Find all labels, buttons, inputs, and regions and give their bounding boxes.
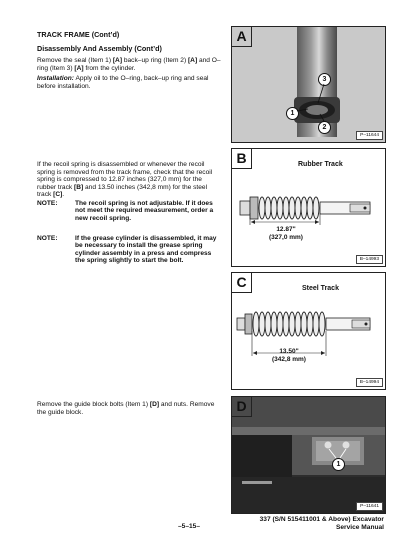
figure-b	[231, 148, 386, 267]
footer-manual: Service Manual	[335, 524, 384, 531]
page-number: –5–15–	[178, 523, 201, 530]
figure-c-ref: B–14994	[356, 378, 383, 387]
figure-a	[231, 26, 386, 143]
note-recoil-spring: NOTE: The recoil spring is not adjustable. If it does not meet the required measurement, order a new recoil spring.	[37, 200, 214, 222]
figure-b-measurement: 12.87" (327,0 mm)	[269, 226, 303, 241]
paragraph-guide-block: Remove the guide block bolts (Item 1) [D] and nuts. Remove the guide block.	[37, 401, 215, 416]
figure-a-ref: P–11644	[356, 131, 383, 140]
figure-c-title: Steel Track	[302, 285, 339, 292]
figure-a-letter: A	[232, 27, 252, 47]
figure-c	[231, 272, 386, 390]
section-title: TRACK FRAME (Cont’d)	[37, 30, 120, 39]
figure-c-measurement: 13.50" (342,8 mm)	[272, 348, 306, 363]
callout-3: 3	[318, 73, 331, 86]
callout-1: 1	[332, 458, 345, 471]
paragraph-remove-seal: Remove the seal (Item 1) [A] back–up ring (Item 2) [A] and O–ring (Item 3) [A] from the cylinder.	[37, 57, 221, 72]
callout-1: 1	[286, 107, 299, 120]
figure-b-title: Rubber Track	[298, 161, 343, 168]
figure-c-letter: C	[232, 273, 252, 293]
figure-c-spring-drawing	[232, 273, 385, 389]
figure-d-letter: D	[232, 397, 252, 417]
paragraph-installation: Installation: Apply oil to the O–ring, back–up ring and seal before installation.	[37, 75, 209, 90]
section-subtitle: Disassembly And Assembly (Cont’d)	[37, 44, 162, 53]
figure-d-ref: P–11641	[356, 502, 383, 511]
figure-b-spring-drawing	[232, 149, 385, 266]
figure-d-photo	[232, 397, 385, 513]
footer-model: 337 (S/N 515411001 & Above) Excavator	[259, 516, 384, 523]
figure-d	[231, 396, 386, 514]
figure-a-photo	[232, 27, 385, 142]
callout-2: 2	[318, 121, 331, 134]
paragraph-recoil-spring: If the recoil spring is disassembled or whenever the recoil spring is removed from the track frame, check that the recoil spring is compressed to 12.87 inches (327,0 mm) for the rubber track [B] and 13.50 inches (342,8 mm) for the steel track [C].	[37, 161, 213, 199]
note-grease-cylinder: NOTE: If the grease cylinder is disassembled, it may be necessary to install the grease spring cylinder assembly in a press and compress the spring slightly to start the bolt.	[37, 235, 217, 265]
figure-b-ref: B–14993	[356, 255, 383, 264]
figure-b-letter: B	[232, 149, 252, 169]
